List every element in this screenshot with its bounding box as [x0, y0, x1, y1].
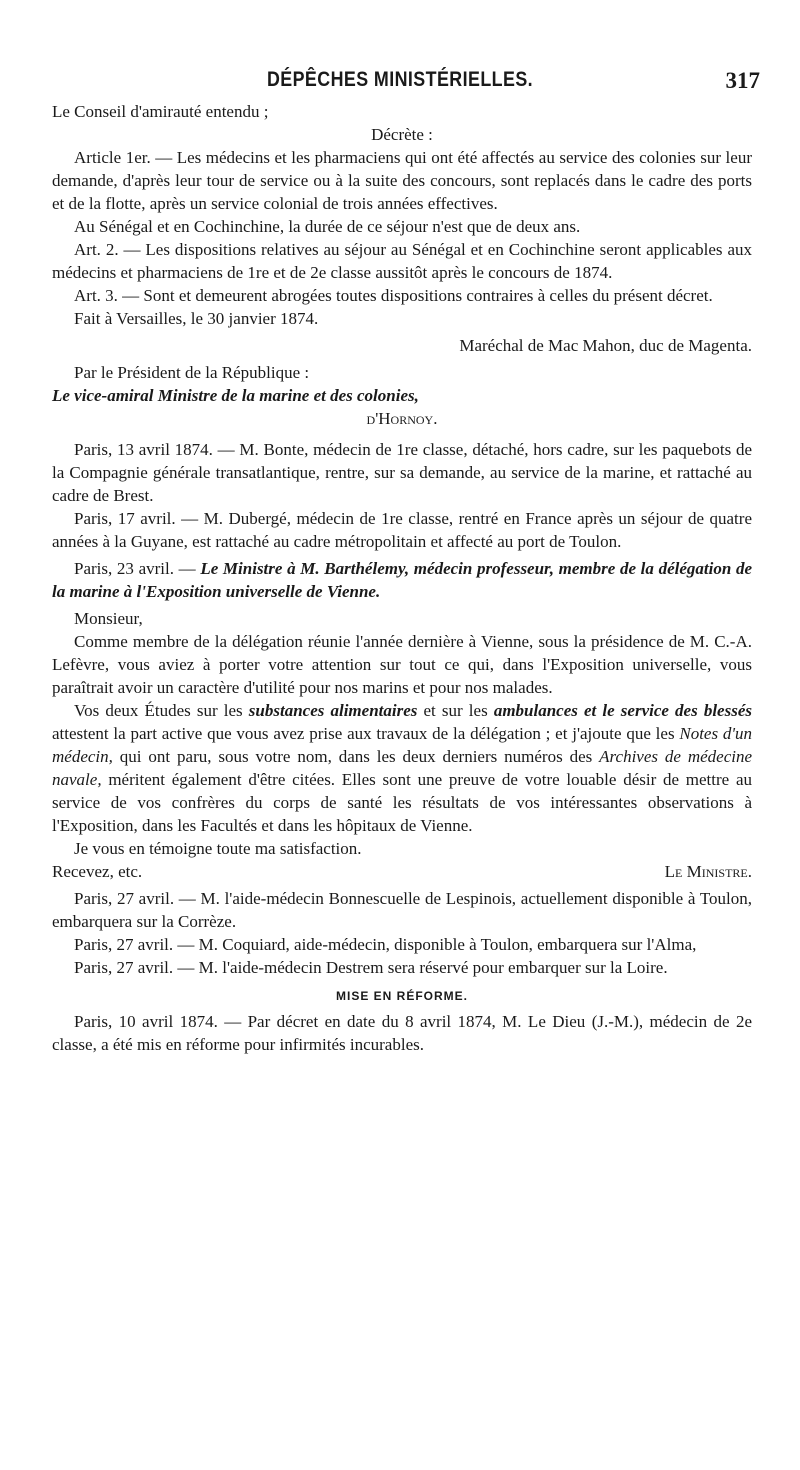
- studies-text-5: méritent également d'être citées. Elles sont une preuve de votre louable désir de mettre au service de vos confrères du corps de santé les résultats de vos intéressantes observations à l'Exposition, dans les Facultés et dans les hôpitaux de Vienne.: [52, 770, 752, 835]
- paragraph-destrem: Paris, 27 avril. — M. l'aide-médecin Destrem sera réservé pour embarquer sur la Loire.: [74, 958, 668, 977]
- section-heading-reform: MISE EN RÉFORME.: [335, 989, 468, 1003]
- running-title: DÉPÊCHES MINISTÉRIELLES.: [266, 68, 534, 91]
- paragraph-salutation: Monsieur,: [74, 609, 143, 628]
- paragraph-council: Le Conseil d'amirauté entendu ;: [52, 102, 269, 121]
- paragraph-decree: Décrète :: [371, 125, 433, 144]
- paragraph-senegal: Au Sénégal et en Cochinchine, la durée de ce séjour n'est que de deux ans.: [74, 217, 581, 236]
- letter-heading-recipient: Le Ministre à M. Barthélemy, médecin professeur, membre de la délégation de la marine à l'Exposition universelle de Vienne.: [52, 559, 752, 601]
- paragraph-le-dieu: Paris, 10 avril 1874. — Par décret en date du 8 avril 1874, M. Le Dieu (J.-M.), médecin de 2e classe, a été mis en réforme pour infirmités incurables.: [52, 1012, 752, 1054]
- paragraph-done-at: Fait à Versailles, le 30 janvier 1874.: [74, 309, 319, 328]
- paragraph-bonte: Paris, 13 avril 1874. — M. Bonte, médecin de 1re classe, détaché, hors cadre, sur les paquebots de la Compagnie générale transatlantique, rentre, sur sa demande, au service de la marine, et rattaché au cadre de Brest.: [52, 440, 752, 505]
- studies-title-3: Notes d'un médecin,: [52, 724, 753, 766]
- page-header: [40, 68, 760, 98]
- paragraph-article-3: Art. 3. — Sont et demeurent abrogées toutes dispositions contraires à celles du présent décret.: [74, 286, 713, 305]
- signoff: [52, 860, 752, 883]
- studies-text-3: attestent la part active que vous avez prise aux travaux de la délégation ; et j'ajoute que les: [52, 724, 675, 743]
- studies-text-2: et sur les: [423, 701, 488, 720]
- studies-text-1: Vos deux Études sur les: [74, 701, 243, 720]
- paragraph-article-1: Article 1er. — Les médecins et les pharmaciens qui ont été affectés au service des colonies sur leur demande, d'après leur tour de service ou à la suite des concours, sont replacés dans le cadre des ports et de la flotte, après un service colonial de trois années effectives.: [52, 148, 752, 213]
- letter-heading-date: Paris, 23 avril. —: [74, 559, 196, 578]
- paragraph-article-2: Art. 2. — Les dispositions relatives au séjour au Sénégal et en Cochinchine seront applicables aux médecins et pharmaciens de 1re et de 2e classe aussitôt après le concours de 1874.: [52, 240, 752, 282]
- studies-title-4: Archives de médecine navale,: [52, 747, 753, 789]
- paragraph-bonnescuelle: Paris, 27 avril. — M. l'aide-médecin Bonnescuelle de Lespinois, actuellement disponible à Toulon, embarquera sur la Corrèze.: [52, 889, 752, 931]
- signoff-receive: Recevez, etc.: [52, 862, 143, 881]
- studies-title-1: substances alimentaires: [248, 701, 418, 720]
- paragraph-coquiard: Paris, 27 avril. — M. Coquiard, aide-médecin, disponible à Toulon, embarquera sur l'Alma,: [74, 935, 697, 954]
- signature-president: Maréchal de Mac Mahon, duc de Magenta.: [459, 336, 752, 355]
- paragraph-satisfaction: Je vous en témoigne toute ma satisfaction.: [74, 839, 362, 858]
- paragraph-letter-heading: [52, 557, 752, 603]
- paragraph-studies: [52, 699, 752, 837]
- paragraph-delegation: Comme membre de la délégation réunie l'année dernière à Vienne, sous la présidence de M. C.-A. Lefèvre, vous aviez à porter votre attention sur tout ce qui, dans l'Exposition universelle, vous paraîtrait avoir un caractère d'utilité pour nos marins et pour nos malades.: [52, 632, 752, 697]
- page-body: [52, 100, 752, 1056]
- paragraph-by-president: Par le Président de la République :: [74, 363, 310, 382]
- page-number: 317: [725, 68, 760, 93]
- paragraph-duberge: Paris, 17 avril. — M. Dubergé, médecin de 1re classe, rentré en France après un séjour de quatre années à la Guyane, est rattaché au cadre métropolitain et affecté au port de Toulon.: [52, 509, 752, 551]
- studies-title-2: ambulances et le service des blessés: [493, 701, 753, 720]
- studies-text-4: qui ont paru, sous votre nom, dans les deux derniers numéros des: [119, 747, 593, 766]
- minister-title: Le vice-amiral Ministre de la marine et des colonies,: [52, 386, 419, 405]
- minister-name: d'Hornoy.: [366, 409, 438, 428]
- signoff-minister: Le Ministre.: [664, 862, 752, 881]
